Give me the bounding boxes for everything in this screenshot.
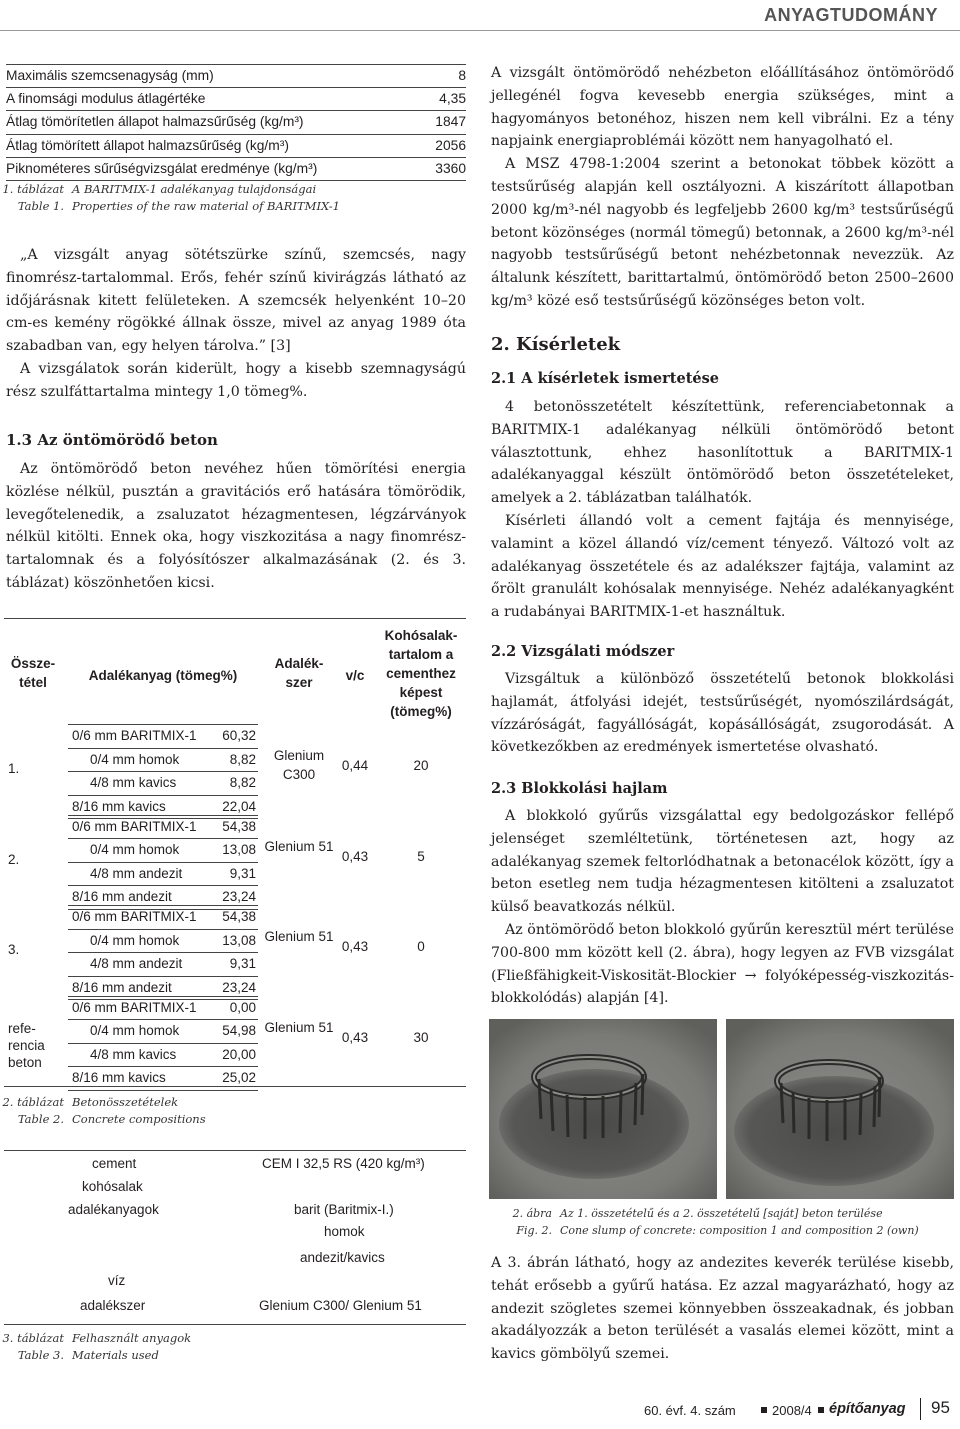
caption-label: 2. ábra — [512, 1207, 552, 1220]
header-adalekanyag: Adalékanyag (tömeg%) — [88, 668, 238, 683]
right-column-text-5 — [491, 1252, 954, 1366]
paragraph: Kísérleti állandó volt a cement fajtája és mennyisége, valamint a közel állandó víz/cement tényező. Változó volt az adalékanyag összetétele és az adalékszer fajtája, valamint az őrölt granulált kohósalak mennyisége. Nehéz adalékanyagként a rudabányai BARITMIX-1-et használtuk. — [491, 512, 954, 621]
table-row — [6, 158, 466, 181]
footer-divider — [920, 1398, 921, 1420]
kohosalak-value: 20 — [413, 758, 429, 773]
caption-label: 2. táblázat — [2, 1095, 64, 1109]
material-row — [68, 749, 258, 773]
left-column-text-2 — [6, 458, 466, 595]
paragraph: A vizsgálatok során kiderült, hogy a kisebb szemnagyságú rész szulfáttartalma mintegy 1,0 tömeg%. — [6, 360, 466, 400]
adalekszer-value: Glenium 51 — [264, 838, 334, 854]
material-value: 13,08 — [222, 932, 256, 948]
caption-label: 1. táblázat — [2, 182, 64, 196]
paragraph: Vizsgáltuk a különböző összetételű betonok blokkolási hajlamát, átfolyási idejét, testsűrűségét, nyomószilárdságát, vízzáróságát, fagyállóságát, kopásállóságát, zsugorodását. A következőkben az eredmények ismertetése olvasható. — [491, 671, 954, 756]
section-heading: 1.3 Az öntömörödő beton — [6, 431, 218, 449]
composition-number: 2. — [8, 851, 20, 867]
material-name: 8/16 mm kavics — [72, 1070, 166, 1086]
table-row — [6, 135, 466, 158]
material-value: 25,02 — [222, 1070, 256, 1086]
paragraph: Az öntömörödő beton blokkoló gyűrűn keresztül mért terülése 700-800 mm között kell (2. ábra), hogy legyen az FVB vizsgálat (Fließfähigkeit-Viskosität-Blockier → folyóképesség-viszkozitás-blokkolódás) alapján [4]. — [491, 921, 954, 1007]
composition-number: 3. — [8, 942, 20, 957]
material-name: 0/6 mm BARITMIX-1 — [72, 999, 197, 1015]
material-row — [68, 905, 258, 930]
vc-value: 0,43 — [341, 939, 369, 954]
caption-text: Felhasznált anyagok — [72, 1331, 192, 1345]
material-row — [68, 930, 258, 954]
materials-list — [68, 996, 258, 1091]
caption-label: Table 2. — [17, 1112, 64, 1126]
table-rule — [4, 618, 466, 619]
material-row — [68, 1044, 258, 1068]
t3-adalekszer-value: Glenium C300/ Glenium 51 — [259, 1298, 422, 1313]
adalekszer-value: Glenium 51 — [264, 1019, 334, 1035]
table-2-caption — [0, 1094, 470, 1128]
material-value: 23,24 — [222, 979, 256, 995]
paragraph: A 3. ábrán látható, hogy az andezites keverék terülése kisebb, tehát erősebb a gyűrű hatása. Ez azzal magyarázható, hogy az andezit szögletes szemei könnyebben összeakadnak, és jobban akadályozzák a beton terülését a vasalás elemei között, mint a kavics gömbölyű szemei. — [491, 1255, 954, 1363]
material-value: 13,08 — [222, 842, 256, 858]
paragraph: 4 betonösszetételt készítettünk, referenciabetonnak a BARITMIX-1 adalékanyag nélküli öntömörödő betont választottunk, ehhez hasonlítottuk a BARITMIX-1 adalékanyaggal készült öntömörödő beton összetételeket, amelyek a 2. táblázatban találhatók. — [491, 399, 954, 507]
adalekszer-value: Glenium 51 — [264, 929, 334, 944]
material-name: 0/4 mm homok — [90, 1023, 180, 1039]
caption-label: Table 1. — [17, 199, 64, 213]
material-value: 9,31 — [229, 865, 256, 881]
row-label: Maximális szemcsenagyság (mm) — [6, 68, 214, 83]
material-name: 0/6 mm BARITMIX-1 — [72, 818, 197, 834]
subsection-heading: 2.1 A kísérletek ismertetése — [491, 370, 720, 387]
bullet-icon — [818, 1407, 824, 1413]
subsection-heading: 2.2 Vizsgálati módszer — [491, 643, 675, 660]
material-name: 4/8 mm andezit — [90, 956, 183, 972]
material-name: 0/6 mm BARITMIX-1 — [72, 909, 197, 924]
bullet-icon — [761, 1407, 767, 1413]
material-row — [68, 724, 258, 749]
material-value: 54,98 — [222, 1023, 256, 1039]
material-value: 22,04 — [222, 798, 256, 814]
material-row — [68, 839, 258, 863]
material-value: 8,82 — [229, 775, 256, 791]
right-column-text-2 — [491, 396, 954, 624]
header-vc: v/c — [345, 668, 365, 683]
left-column-text — [6, 244, 466, 404]
composition-number: refe-rencia beton — [8, 1020, 45, 1070]
caption-text: Az 1. összetételű és a 2. összetételű [saját] beton terülése — [560, 1207, 883, 1220]
vc-value: 0,43 — [341, 1029, 369, 1045]
material-name: 4/8 mm andezit — [90, 865, 183, 881]
t3-kohosalak: kohósalak — [82, 1179, 143, 1194]
material-row — [68, 953, 258, 977]
header-osszetetel: Össze-tétel — [10, 656, 56, 690]
paragraph: „A vizsgált anyag sötétszürke színű, szemcsés, nagy finomrész-tartalommal. Erős, fehér színű kivirágzás látható az időjárásnak kitett felületeken. A szemcsék helyenként 10–20 cm-es kemény rögökké állnak össze, mivel az anyag 1989 óta szabadban van, egy helyen tárolva.” [3] — [6, 247, 466, 355]
kohosalak-value: 5 — [417, 848, 425, 864]
material-name: 0/4 mm homok — [90, 751, 180, 767]
kohosalak-value: 0 — [417, 939, 425, 954]
adalekszer-value: Glenium C300 — [273, 748, 325, 782]
table-3 — [4, 1150, 466, 1328]
material-row — [68, 996, 258, 1021]
materials-list — [68, 905, 258, 1000]
table-1-caption — [0, 181, 470, 215]
footer-issue: 60. évf. 4. szám — [644, 1403, 736, 1418]
right-column-text — [491, 62, 954, 313]
table-rule — [4, 1086, 466, 1087]
caption-text: Concrete compositions — [72, 1112, 206, 1126]
caption-text: Betonösszetételek — [72, 1095, 179, 1109]
page-footer — [580, 1398, 955, 1422]
material-value: 8,82 — [229, 751, 256, 767]
material-value: 0,00 — [229, 999, 256, 1015]
caption-label: Table 3. — [17, 1348, 64, 1362]
right-column-text-3 — [491, 668, 954, 759]
material-value: 9,31 — [229, 956, 256, 972]
table-1 — [6, 64, 466, 181]
t3-adalek-value-3: andezit/kavics — [300, 1250, 385, 1265]
material-name: 8/16 mm kavics — [72, 798, 166, 814]
t3-viz: víz — [108, 1273, 126, 1288]
row-label: Átlag tömörítetlen állapot halmazsűrűség (kg/m³) — [6, 114, 304, 130]
table-rule — [4, 1324, 466, 1325]
paragraph: A MSZ 4798-1:2004 szerint a betonokat többek között a testsűrűség alapján kell osztályozni. A kiszárított állapotban 2000 kg/m³-nél nagyobb és legfeljebb 2600 kg/m³ testsűrűségű betont közönséges (normál tömegű) betonnak, a 2600 kg/m³-nél nagyobb testsűrűségű betont nehézbetonnak nevezzük. Az általunk készített, barittartalmú, öntömörödő beton 2500–2600 kg/m³ közé eső testsűrűségű közönséges beton volt. — [491, 156, 954, 309]
row-label: Piknométeres sűrűségvizsgálat eredménye (kg/m³) — [6, 160, 318, 176]
t3-cement-value: CEM I 32,5 RS (420 kg/m³) — [262, 1156, 425, 1171]
page-header — [0, 0, 960, 32]
materials-list — [68, 724, 258, 819]
material-name: 0/4 mm homok — [90, 932, 180, 948]
section-title: ANYAGTUDOMÁNY — [764, 5, 938, 25]
row-value: 2056 — [435, 137, 466, 153]
vc-value: 0,43 — [341, 848, 369, 864]
slump-test-photo — [489, 1019, 954, 1199]
material-row — [68, 772, 258, 796]
page-number: 95 — [931, 1398, 950, 1417]
row-value: 1847 — [435, 114, 466, 130]
material-name: 8/16 mm andezit — [72, 979, 172, 995]
t3-adalek-value-2: homok — [324, 1224, 365, 1239]
kohosalak-value: 30 — [413, 1029, 429, 1045]
composition-number: 1. — [8, 761, 20, 776]
paragraph: A vizsgált öntömörödő nehézbeton előállításához öntömörödő jellegénél fogva kevesebb energia szükséges, mint a hagyományos betonéhoz, hiszen nem kell vibrálni. Ez a tény napjaink energiaproblémái között nem hanyagolható el. — [491, 65, 954, 150]
figure-2-caption — [490, 1205, 960, 1239]
t3-adalekszer: adalékszer — [80, 1298, 146, 1313]
table-row — [6, 88, 466, 111]
section-heading: 2. Kísérletek — [491, 334, 621, 355]
material-name: 0/4 mm homok — [90, 842, 180, 858]
paragraph: Az öntömörödő beton nevéhez hűen tömörítési energia közlése nélkül, pusztán a gravitációs erő hatására tömörödik, levegőtelenedik, a zsaluzatot hézagmentesen, légzárványok nélkül kitölti. Ennek oka, hogy viszkozitása a nagy finomrész-tartalomnak és a folyósítószer alkalmazásának (2. és 3. táblázat) köszönhetően kicsi. — [6, 461, 466, 591]
material-value: 54,38 — [222, 818, 256, 834]
t3-adalek-value-1: barit (Baritmix-I.) — [294, 1202, 394, 1217]
header-kohosalak: Kohósalak-tartalom a cementhez képest (tömeg%) — [384, 628, 458, 719]
materials-list — [68, 815, 258, 910]
material-value: 54,38 — [222, 909, 256, 924]
row-value: 8 — [458, 68, 466, 83]
footer-year: 2008/4 — [772, 1403, 812, 1418]
header-adalekszer: Adalék-szer — [274, 656, 324, 690]
material-name: 4/8 mm kavics — [90, 775, 177, 791]
subsection-heading: 2.3 Blokkolási hajlam — [491, 780, 668, 797]
caption-text: Materials used — [72, 1348, 159, 1362]
figure-2-photo — [489, 1019, 954, 1199]
header-rule — [0, 30, 960, 31]
material-row — [68, 1067, 258, 1091]
material-name: 8/16 mm andezit — [72, 889, 172, 905]
material-row — [68, 815, 258, 840]
footer-journal: építőanyag — [829, 1401, 906, 1417]
row-label: A finomsági modulus átlagértéke — [6, 91, 206, 107]
material-value: 23,24 — [222, 889, 256, 905]
t3-adalekanyagok: adalékanyagok — [68, 1202, 159, 1217]
t3-cement: cement — [92, 1156, 137, 1171]
right-column-text-4 — [491, 805, 954, 1010]
caption-text: A BARITMIX-1 adalékanyag tulajdonságai — [72, 182, 317, 196]
row-value: 3360 — [435, 160, 466, 176]
vc-value: 0,44 — [341, 758, 369, 773]
caption-text: Properties of the raw material of BARITMIX-1 — [72, 199, 340, 213]
row-value: 4,35 — [439, 91, 466, 107]
table-rule — [4, 1150, 466, 1151]
table-row — [6, 111, 466, 134]
material-value: 60,32 — [222, 728, 256, 743]
paragraph: A blokkoló gyűrűs vizsgálattal egy bedolgozáskor fellépő jelenséget szemléltetünk, történetesen azt, hogy az adalékanyag szemek feltorlódhatnak a betonacélok között, így a beton esetleg nem tudja hézagmentesen kitölteni a zsaluzatot külső beavatkozás nélkül. — [491, 808, 954, 916]
material-name: 4/8 mm kavics — [90, 1046, 177, 1062]
material-row — [68, 1020, 258, 1044]
caption-label: Fig. 2. — [516, 1224, 552, 1237]
material-value: 20,00 — [222, 1046, 256, 1062]
caption-label: 3. táblázat — [2, 1331, 64, 1345]
material-row — [68, 863, 258, 887]
caption-text: Cone slump of concrete: composition 1 and composition 2 (own) — [560, 1224, 919, 1237]
table-row — [6, 64, 466, 88]
table-3-caption — [0, 1330, 470, 1364]
material-name: 0/6 mm BARITMIX-1 — [72, 728, 197, 743]
row-label: Átlag tömörített állapot halmazsűrűség (kg/m³) — [6, 137, 289, 153]
